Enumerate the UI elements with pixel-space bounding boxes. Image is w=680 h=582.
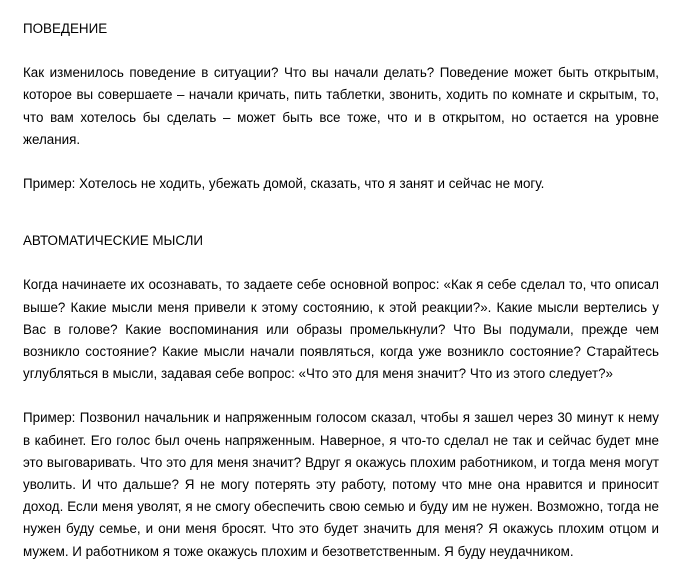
section-heading: ПОВЕДЕНИЕ: [23, 21, 108, 36]
section-automatic-thoughts: [23, 230, 659, 563]
example-paragraph: Пример: Хотелось не ходить, убежать домой, сказать, что я занят и сейчас не могу.: [23, 176, 545, 192]
document-page: [23, 18, 659, 563]
section-paragraph: Когда начинаете их осознавать, то задаете себе основной вопрос: «Как я себе сделал то, что описал выше? Какие мысли меня привели к этому состоянию, к этой реакции?». Какие мысли вертелись у Вас в голове? Какие воспоминания или образы промелькнули? Что Вы подумали, прежде чем возникло состояние? Какие мысли начали появляться, когда уже возникло состояние? Старайтесь углубляться в мысли, задавая себе вопрос: «Что это для меня значит? Что из этого следует?»: [23, 277, 659, 382]
example-paragraph: Пример: Позвонил начальник и напряженным голосом сказал, чтобы я зашел через 30 минут к нему в кабинет. Его голос был очень напряженным. Наверное, я что-то сделал не так и сейчас будет мне это выговаривать. Что это для меня значит? Вдруг я окажусь плохим работником, и тогда меня могут уволить. И что дальше? Я не могу потерять эту работу, потому что мне она нравится и приносит доход. Если меня уволят, я не смогу обеспечить свою семью и буду им не нужен. Возможно, тогда не нужен буду семье, и они меня бросят. Что это будет значить для меня? Я окажусь плохим отцом и мужем. И работником я тоже окажусь плохим и безответственным. Я буду неудачником.: [23, 410, 659, 559]
section-behavior: [23, 18, 659, 195]
section-paragraph: Как изменилось поведение в ситуации? Что вы начали делать? Поведение может быть открытым, которое вы совершаете – начали кричать, пить таблетки, звонить, ходить по комнате и скрытым, то, что вам хотелось бы сделать – может быть все тоже, что и в открытом, но остается на уровне желания.: [23, 65, 659, 147]
section-heading: АВТОМАТИЧЕСКИЕ МЫСЛИ: [23, 233, 204, 249]
